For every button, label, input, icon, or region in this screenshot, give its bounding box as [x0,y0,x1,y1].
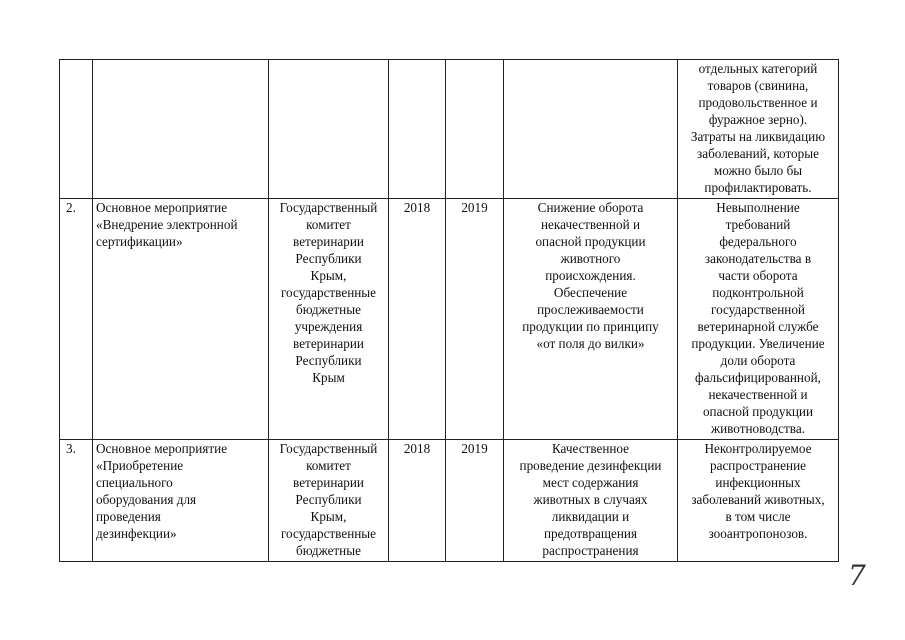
table-row [60,60,839,199]
event-name: Основное мероприятие «Приобретение специального оборудования для проведения дезинфекции» [93,440,269,562]
row-number: 3. [60,440,93,562]
consequences: Неконтролируемое распространение инфекционных заболеваний животных, в том числе зооантропонозов. [678,440,839,562]
page-number: 7 [848,559,866,592]
table-row [60,440,839,562]
event-name [93,60,269,199]
measures-table [59,59,839,562]
row-number [60,60,93,199]
expected-result: Снижение оборота некачественной и опасной продукции животного происхождения. Обеспечение прослеживаемости продукции по принципу «от поля до вилки» [504,199,678,440]
consequences: отдельных категорий товаров (свинина, продовольственное и фуражное зерно). Затраты на ликвидацию заболеваний, которые можно было бы профилактировать. [678,60,839,199]
table-row [60,199,839,440]
start-year [389,60,446,199]
end-year: 2019 [446,440,504,562]
expected-result [504,60,678,199]
executor: Государственный комитет ветеринарии Республики Крым, государственные бюджетные учреждения ветеринарии Республики Крым [269,199,389,440]
row-number: 2. [60,199,93,440]
expected-result: Качественное проведение дезинфекции мест содержания животных в случаях ликвидации и предотвращения распространения [504,440,678,562]
end-year [446,60,504,199]
start-year: 2018 [389,199,446,440]
executor [269,60,389,199]
start-year: 2018 [389,440,446,562]
event-name: Основное мероприятие «Внедрение электронной сертификации» [93,199,269,440]
executor: Государственный комитет ветеринарии Республики Крым, государственные бюджетные [269,440,389,562]
consequences: Невыполнение требований федерального законодательства в части оборота подконтрольной государственной ветеринарной службе продукции. Увеличение доли оборота фальсифицированной, некачественной и опасной продукции животноводства. [678,199,839,440]
end-year: 2019 [446,199,504,440]
